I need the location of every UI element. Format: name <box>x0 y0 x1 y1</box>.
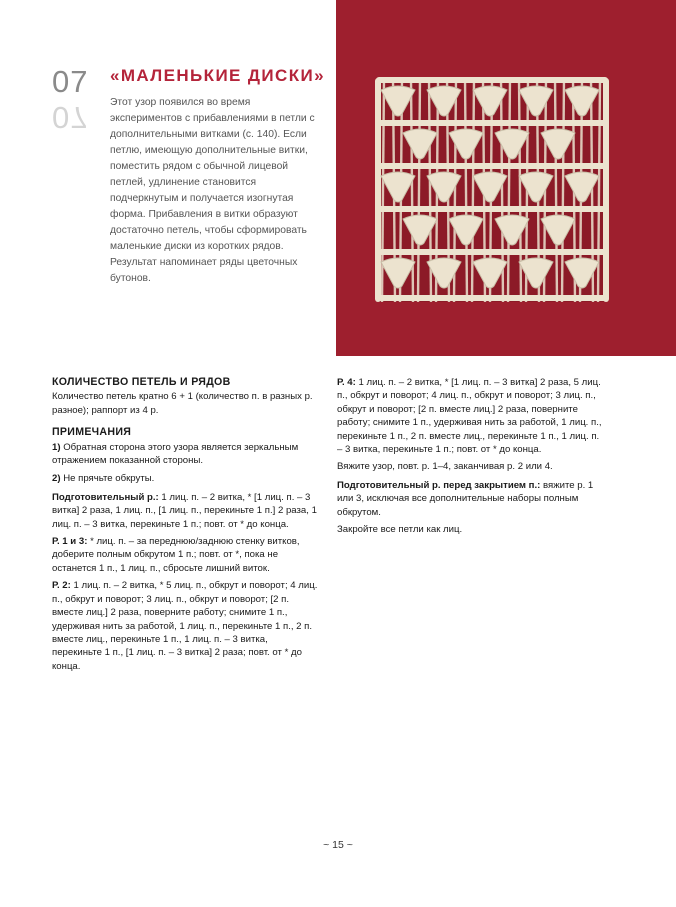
prep-close-row: Подготовительный р. перед закрытием п.: вяжите р. 1 или 3, исключая все дополнительные наборы полным обкрутом. <box>337 479 594 518</box>
pattern-number: 07 <box>52 64 89 99</box>
swatch-photo <box>336 0 676 356</box>
bind-off: Закройте все петли как лиц. <box>337 524 463 536</box>
pattern-number-reflection: 07 <box>52 100 89 135</box>
stitch-count-text: Количество петель кратно 6 + 1 (количество п. в разных р. разное); раппорт из 4 р. <box>52 391 313 416</box>
page-number: ~ 15 ~ <box>323 839 353 851</box>
stitch-count-heading: КОЛИЧЕСТВО ПЕТЕЛЬ И РЯДОВ <box>52 376 231 388</box>
notes-heading: ПРИМЕЧАНИЯ <box>52 426 132 439</box>
row-1-3: Р. 1 и 3: * лиц. п. – за переднюю/заднюю стенку витков, доберите полным обкрутом 1 п.; повт. от *, пока не останется 1 п., 1 лиц. п., сбросьте лишний виток. <box>52 536 300 574</box>
pattern-title: «МАЛЕНЬКИЕ ДИСКИ» <box>110 66 325 85</box>
note-item: 2) Не прячьте обкруты. <box>52 473 155 485</box>
right-column <box>337 376 607 540</box>
note-item: 1) Обратная сторона этого узора является зеркальным отражением показанной стороны. <box>52 441 299 467</box>
intro-text: Этот узор появился во время экспериментов с прибавлениями в петли с дополнительными витками (с. 140). Если петлю, имеющую дополнительные витки, поместить рядом с обычной лицевой петлей, удлинение становится подчеркнутым и получается изогнутая форма. Прибавления в витки образуют достаточно петель, чтобы сформировать маленькие диски из коротких рядов. Результат напоминает ряды цветочных бутонов. <box>110 97 315 284</box>
prep-row: Подготовительный р.: 1 лиц. п. – 2 витка, * [1 лиц. п. – 3 витка] 2 раза, 1 лиц. п., [1 лиц. п., перекиньте 1 п.] 2 раза, 1 лиц. п. – 3 витка, перекиньте 1 п.; повт. от * до конца. <box>52 491 317 530</box>
row-2: Р. 2: 1 лиц. п. – 2 витка, * 5 лиц. п., обкрут и поворот; 4 лиц. п., обкрут и поворот; 3 лиц. п., обкрут и поворот; [2 п. вместе лиц.] 2 раза, поверните работу; снимите 1 п., удерживая нить за работой, 1 лиц. п., перекиньте 1 п., 2 п. вместе лиц., перекиньте 1 п., 1 лиц. п. – 3 витка, перекиньте 1 п., [1 лиц. п. – 3 витка] 2 раза; повт. от * до конца. <box>52 580 318 672</box>
knitted-swatch-image <box>336 0 676 356</box>
left-column <box>52 376 318 677</box>
repeat-instruction: Вяжите узор, повт. р. 1–4, заканчивая р. 2 или 4. <box>337 461 553 473</box>
row-4: Р. 4: 1 лиц. п. – 2 витка, * [1 лиц. п. – 3 витка] 2 раза, 5 лиц. п., обкрут и поворот; 4 лиц. п., обкрут и поворот; 3 лиц. п., обкрут и поворот; [2 п. вместе лиц.] 2 раза, поверните работу; снимите 1 п., удерживая нить за работой, 1 лиц. п., перекиньте 1 п., 2 п. вместе лиц., перекиньте 1 п., 1 лиц. п. – 3 витка, перекиньте 1 п.; повт. от * до конца. <box>337 377 602 456</box>
